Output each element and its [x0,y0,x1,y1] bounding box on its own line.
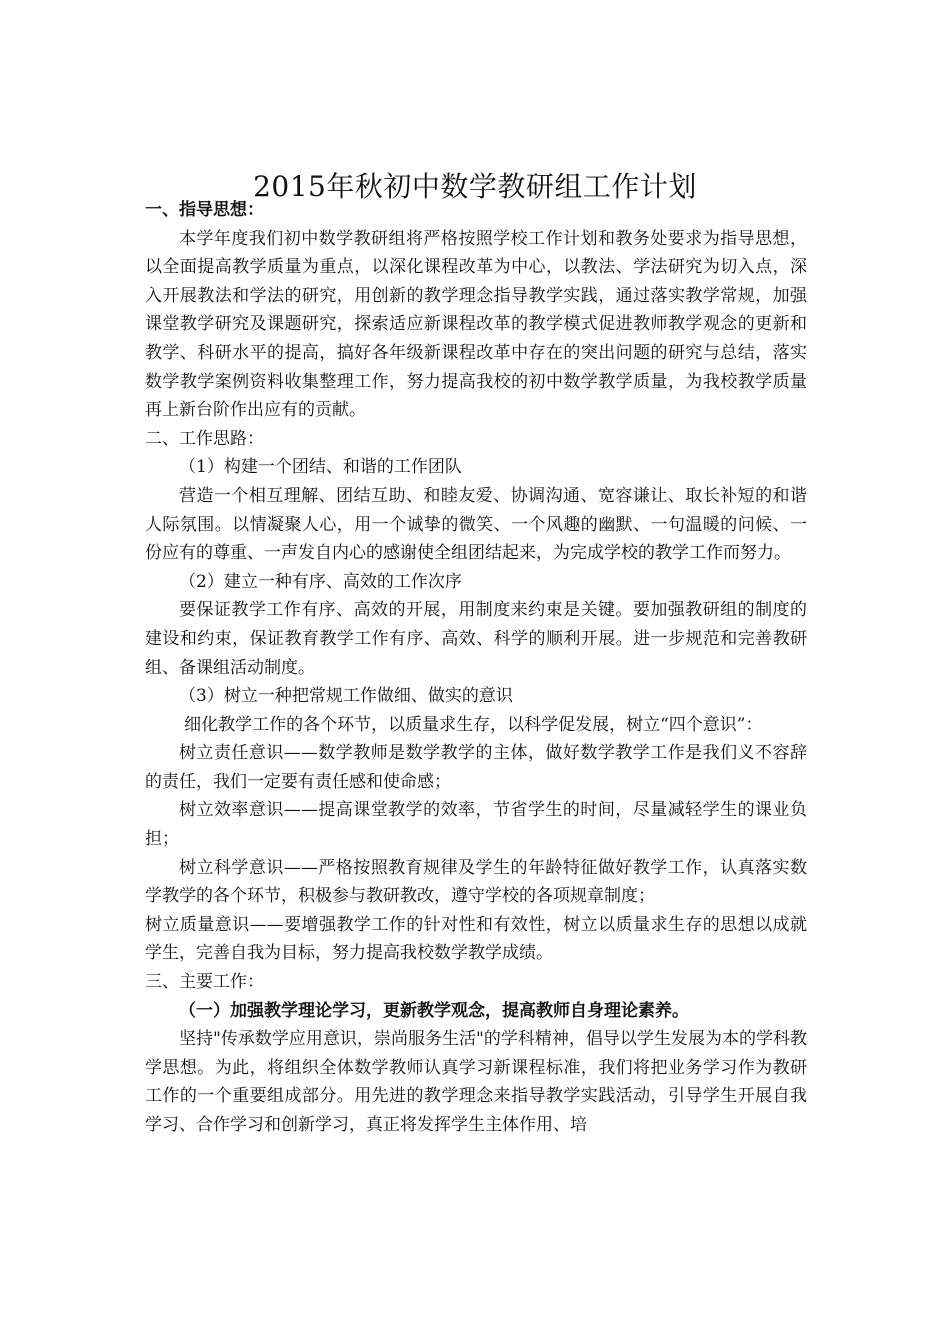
paragraph-guiding-ideology: 本学年度我们初中数学教研组将严格按照学校工作计划和教务处要求为指导思想，以全面提高教学质量为重点，以深化课程改革为中心，以教法、学法研究为切入点，深入开展教法和学法的研究，用创新的教学理念指导教学实践，通过落实教学常规，加强课堂教学研究及课题研究，探索适应新课程改革的教学模式促进教师教学观念的更新和教学、科研水平的提高，搞好各年级新课程改革中存在的突出问题的研究与总结，落实数学教学案例资料收集整理工作，努力提高我校的初中数学教学质量，为我校教学质量再上新台阶作出应有的贡献。 [145,228,807,421]
sub-heading-theory-study: （一）加强教学理论学习，更新教学观念，提高教师自身理论素养。 [179,1000,689,1021]
section-heading-guiding-ideology: 一、指导思想： [145,200,264,220]
item-heading-team: （1）构建一个团结、和谐的工作团队 [179,457,462,478]
document-title: 2015年秋初中数学教研组工作计划 [253,169,697,203]
paragraph-four-awareness: 细化教学工作的各个环节，以质量求生存，以科学促发展，树立“四个意识”： [184,714,763,735]
paragraph-theory-study: 坚持"传承数学应用意识，崇尚服务生活"的学科精神，倡导以学生发展为本的学科教学思想。为此，将组织全体数学教师认真学习新课程标准，我们将把业务学习作为教研工作的一个重要组成部分。用先进的教学理念来指导教学实践活动，引导学生开展自我学习、合作学习和创新学习，真正将发挥学生主体作用、培 [145,1029,807,1135]
item-heading-order: （2）建立一种有序、高效的工作次序 [179,571,462,592]
paragraph-science: 树立科学意识——严格按照教育规律及学生的年龄特征做好教学工作，认真落实数学教学的各个环节，积极参与教研教改，遵守学校的各项规章制度； [145,857,807,907]
paragraph-order: 要保证教学工作有序、高效的开展，用制度来约束是关键。要加强教研组的制度的建设和约束，保证教育教学工作有序、高效、科学的顺利开展。进一步规范和完善教研组、备课组活动制度。 [145,600,807,678]
paragraph-responsibility: 树立责任意识——数学教师是数学教学的主体，做好数学教学工作是我们义不容辞的责任，我们一定要有责任感和使命感； [145,743,807,792]
item-heading-routine: （3）树立一种把常规工作做细、做实的意识 [179,686,513,707]
section-heading-main-work: 三、主要工作： [145,972,264,993]
paragraph-team: 营造一个相互理解、团结互助、和睦友爱、协调沟通、宽容谦让、取长补短的和谐人际氛围。以情凝聚人心，用一个诚挚的微笑、一个风趣的幽默、一句温暖的问候、一份应有的尊重、一声发自内心的感谢使全组团结起来，为完成学校的教学工作而努力。 [145,485,807,564]
paragraph-efficiency: 树立效率意识——提高课堂教学的效率，节省学生的时间，尽量减轻学生的课业负担； [145,800,807,850]
paragraph-quality: 树立质量意识——要增强教学工作的针对性和有效性，树立以质量求生存的思想以成就学生，完善自我为目标，努力提高我校数学教学成绩。 [145,914,807,964]
document-body [145,196,807,1140]
section-heading-work-approach: 二、工作思路： [145,428,264,449]
